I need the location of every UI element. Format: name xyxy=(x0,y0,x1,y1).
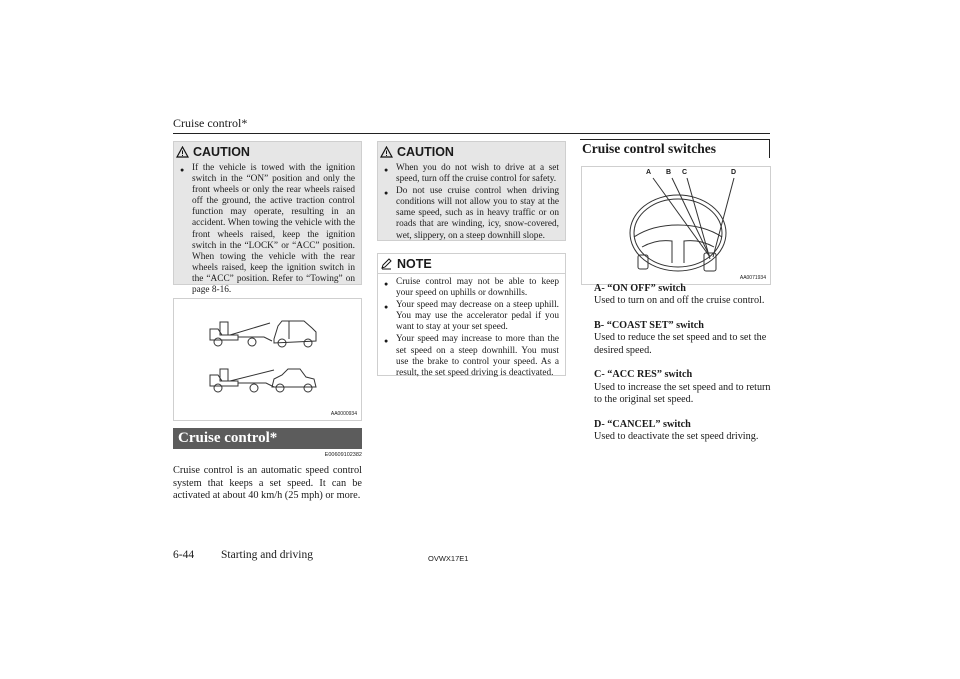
note-item xyxy=(384,334,559,378)
warning-triangle-icon xyxy=(380,146,393,158)
warning-triangle-icon xyxy=(176,146,189,158)
note-box xyxy=(377,253,566,376)
switch-item xyxy=(594,419,772,444)
switch-item xyxy=(594,320,772,357)
section-title: Cruise control* xyxy=(173,428,362,449)
switch-item-desc: Used to deactivate the set speed driving. xyxy=(594,431,759,443)
caution-heading: CAUTION xyxy=(193,144,250,159)
caution-box-towing xyxy=(173,141,362,296)
note-item xyxy=(384,300,559,333)
switch-item xyxy=(594,283,772,308)
caution-item-text: Do not use cruise control when driving conditions will not allow you to stay at the same speed, such as in heavy traffic or on roads that are winding, icy, snow-covered, wet, slippery, on a steep downhill slope. xyxy=(396,186,559,241)
switch-item-desc: Used to turn on and off the cruise control. xyxy=(594,295,765,307)
caution-item-text: When you do not wish to drive at a set speed, turn off the cruise control for safety. xyxy=(396,163,559,185)
bullet-icon: ● xyxy=(384,189,389,198)
switch-label-d: D xyxy=(731,169,737,176)
switch-item-title: A- “ON OFF” switch xyxy=(594,283,686,294)
switch-item-desc: Used to reduce the set speed and to set the desired speed. xyxy=(594,332,767,356)
note-item-text: Your speed may increase to more than the set speed on a steep downhill. You must use the brake to control your speed. As a result, the set speed driving is deactivated. xyxy=(396,334,559,378)
header-rule xyxy=(173,133,770,134)
steering-wheel-figure xyxy=(581,166,771,285)
caution-item xyxy=(384,186,559,241)
switch-item-title: B- “COAST SET” switch xyxy=(594,320,704,332)
switch-label-a: A xyxy=(646,169,652,176)
bullet-icon: ● xyxy=(384,280,389,288)
caution-header xyxy=(174,142,361,161)
caution-item xyxy=(180,163,355,296)
switch-item-title: D- “CANCEL” switch xyxy=(594,418,691,430)
switch-item-title: C- “ACC RES” switch xyxy=(594,369,693,381)
switches-section-title: Cruise control switches xyxy=(580,139,770,158)
document-code: OVWX17E1 xyxy=(428,554,469,563)
note-item-text: Cruise control may not be able to keep your speed on uphills or downhills. xyxy=(396,277,559,299)
figure-id: AA0000934 xyxy=(330,411,357,417)
note-heading: NOTE xyxy=(397,256,432,271)
tow-truck-illustration xyxy=(174,299,361,420)
note-pencil-icon xyxy=(380,258,393,270)
bullet-icon: ● xyxy=(180,166,185,174)
steering-wheel-illustration xyxy=(582,167,770,284)
caution-header xyxy=(378,142,565,161)
switch-item xyxy=(594,369,772,406)
footer-section: Starting and driving xyxy=(221,549,313,561)
bullet-icon: ● xyxy=(384,166,389,174)
towing-illustration xyxy=(173,298,362,421)
note-body xyxy=(378,274,565,386)
note-item-text: Your speed may decrease on a steep uphill. You may use the accelerator pedal if you want to stay at your set speed. xyxy=(396,300,559,333)
caution-box-usage xyxy=(377,141,566,241)
switch-label-b: B xyxy=(666,169,672,176)
note-header xyxy=(378,254,565,274)
caution-item xyxy=(384,163,559,185)
caution-body xyxy=(174,161,361,303)
caution-item-text: If the vehicle is towed with the ignition switch in the “ON” position and only the front wheels or only the rear wheels raised off the ground, the active traction control function may operate, resulting in an accident. When towing the vehicle with the front wheels raised, keep the ignition switch in the “LOCK” or “ACC” position. When towing the vehicle with the rear wheels raised, keep the ignition switch in the “ACC” position. Refer to “Towing” on page 8-16. xyxy=(192,163,355,296)
running-head: Cruise control* xyxy=(173,116,248,130)
caution-body xyxy=(378,161,565,249)
section-code: E00609102382 xyxy=(324,452,362,458)
switch-description-list xyxy=(594,283,772,456)
section-body: Cruise control is an automatic speed control system that keeps a set speed. It can be activated at about 40 km/h (25 mph) or more. xyxy=(173,465,362,502)
bullet-icon: ● xyxy=(384,337,389,346)
switch-label-c: C xyxy=(682,169,688,176)
figure-id: AA0071934 xyxy=(739,275,766,281)
bullet-icon: ● xyxy=(384,303,389,312)
switch-item-desc: Used to increase the set speed and to return to the original set speed. xyxy=(594,381,771,406)
caution-heading: CAUTION xyxy=(397,144,454,159)
note-item xyxy=(384,277,559,299)
page-number: 6-44 xyxy=(173,549,195,561)
